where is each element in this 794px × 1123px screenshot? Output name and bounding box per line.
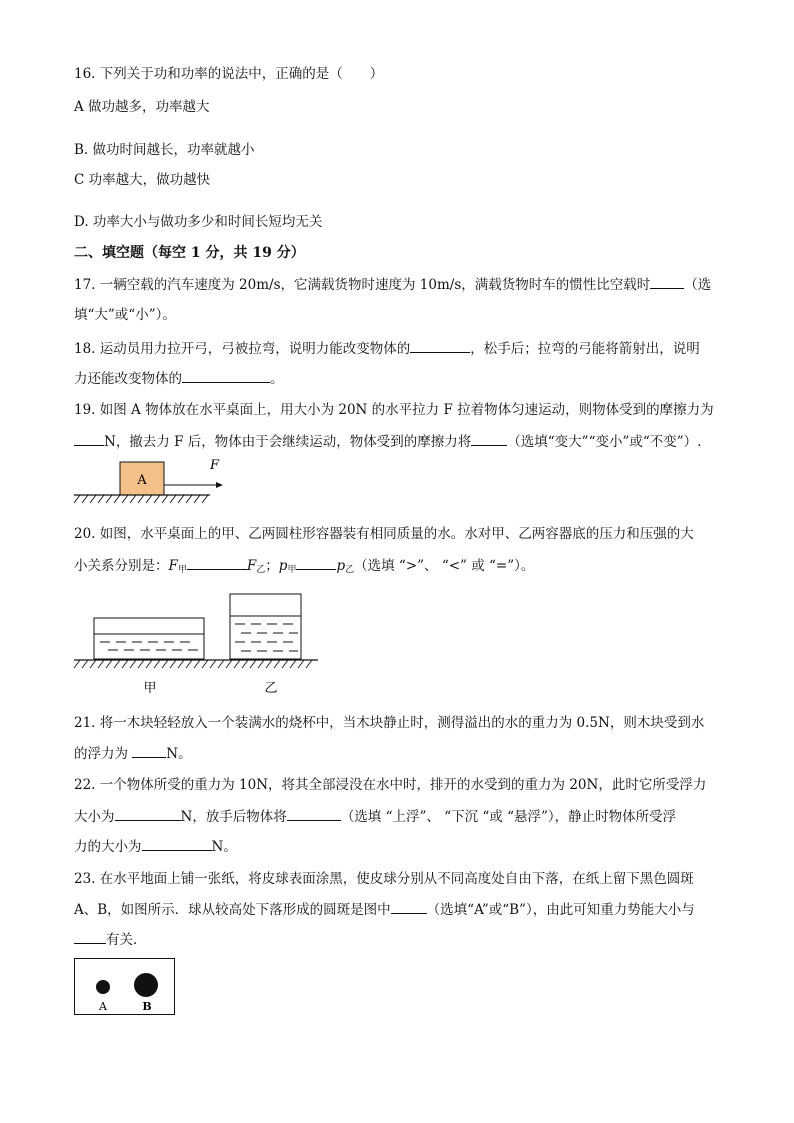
q20-p-yi: p bbox=[336, 558, 346, 574]
q18-text-c: 力还能改变物体的 bbox=[74, 371, 182, 387]
q20-sub-yi: 乙 bbox=[256, 565, 266, 575]
container-yi bbox=[230, 594, 301, 659]
force-label: F bbox=[210, 458, 220, 473]
q19-line1: 19. 如图 A 物体放在水平桌面上，用大小为 20N 的水平拉力 F 拉着物体匀速运动，则物体受到的摩擦力为 bbox=[74, 402, 714, 418]
q23-text-c: 有关． bbox=[106, 932, 147, 948]
q16-stem: 16. 下列关于功和功率的说法中，正确的是（ ） bbox=[74, 66, 384, 82]
q21-text: 的浮力为 bbox=[74, 746, 133, 762]
q18-text-b: ，松手后；拉弯的弓能将箭射出，说明 bbox=[470, 341, 700, 357]
q22-line1: 22. 一个物体所受的重力为 10N，将其全部浸没在水中时，排开的水受到的重力为 20N，此时它所受浮力 bbox=[74, 777, 707, 793]
q19-line2 bbox=[74, 431, 701, 452]
q22-line2 bbox=[74, 806, 676, 827]
q18-text-d: 。 bbox=[270, 371, 284, 387]
q21-line2 bbox=[74, 743, 192, 764]
q23-blank-2[interactable] bbox=[74, 929, 106, 944]
water-dashes-yi bbox=[235, 624, 298, 651]
label-yi: 乙 bbox=[264, 681, 278, 696]
q20-line2 bbox=[74, 555, 534, 580]
table-hatch bbox=[74, 495, 208, 503]
q18-line2 bbox=[74, 368, 284, 389]
q19-text: N，撤去力 F 后，物体由于会继续运动，物体受到的摩擦力将 bbox=[104, 434, 472, 450]
q22-text: 大小为 bbox=[74, 809, 115, 825]
q20-sub-jia-2: 甲 bbox=[287, 565, 297, 575]
q20-text: 小关系分别是： bbox=[74, 558, 169, 574]
q16-option-d: D. 功率大小与做功多少和时间长短均无关 bbox=[74, 214, 323, 230]
spot-b bbox=[134, 973, 158, 997]
q20-figure bbox=[72, 590, 322, 698]
q17-line1 bbox=[74, 274, 711, 295]
q18-blank-1[interactable] bbox=[410, 338, 470, 353]
q19-text-b: （选填“变大”“变小”或“不变”）. bbox=[507, 434, 702, 450]
q22-line3 bbox=[74, 836, 237, 857]
paper-frame bbox=[75, 959, 175, 1015]
q16-option-c: C 功率越大，做功越快 bbox=[74, 172, 211, 188]
force-arrow-head bbox=[216, 482, 223, 488]
q22-text-e: N。 bbox=[211, 839, 237, 855]
q20-line1: 20. 如图，水平桌面上的甲、乙两圆柱形容器装有相同质量的水。水对甲、乙两容器底的压力和压强的大 bbox=[74, 526, 694, 542]
q20-f-yi: F bbox=[246, 558, 257, 574]
q19-blank-1[interactable] bbox=[74, 431, 104, 446]
label-jia: 甲 bbox=[143, 681, 157, 696]
q17-text: 17. 一辆空载的汽车速度为 20m/s，它满载货物时速度为 10m/s，满载货物时车的惯性比空载时 bbox=[74, 277, 651, 293]
spot-a-label: A bbox=[99, 1000, 107, 1013]
q23-blank-1[interactable] bbox=[391, 899, 427, 914]
q16-option-a: A 做功越多，功率越大 bbox=[74, 99, 210, 115]
q20-sub-yi-2: 乙 bbox=[345, 565, 355, 575]
q18-line1 bbox=[74, 338, 700, 359]
spot-b-label: B bbox=[142, 1000, 152, 1013]
q22-text-d: 力的大小为 bbox=[74, 839, 142, 855]
q23-text-b: （选填“A”或“B”），由此可知重力势能大小与 bbox=[426, 902, 695, 918]
q23-line2 bbox=[74, 899, 695, 920]
q18-blank-2[interactable] bbox=[182, 368, 270, 383]
q20-sub-jia: 甲 bbox=[177, 565, 187, 575]
q21-text-b: N。 bbox=[166, 746, 192, 762]
q22-blank-1[interactable] bbox=[115, 806, 181, 821]
q20-blank-2[interactable] bbox=[296, 555, 336, 570]
q20-f-jia: F bbox=[168, 558, 178, 574]
q23-line3 bbox=[74, 929, 147, 950]
q19-figure bbox=[70, 456, 230, 510]
q23-text: A、B，如图所示．球从较高处下落形成的圆斑是图中 bbox=[74, 902, 391, 918]
spot-a bbox=[96, 980, 110, 994]
q21-blank[interactable] bbox=[132, 743, 166, 758]
q16-option-b: B. 做功时间越长，功率就越小 bbox=[74, 142, 255, 158]
q18-text: 18. 运动员用力拉开弓，弓被拉弯，说明力能改变物体的 bbox=[74, 341, 411, 357]
water-dashes-jia bbox=[100, 642, 198, 650]
block-a-label: A bbox=[137, 473, 147, 488]
q20-p-jia: p bbox=[278, 558, 288, 574]
q22-text-b: N，放手后物体将 bbox=[180, 809, 287, 825]
q17-text-b: （选 bbox=[684, 277, 712, 293]
q23-line1: 23. 在水平地面上铺一张纸，将皮球表面涂黑，使皮球分别从不同高度处自由下落，在纸上留下黑色圆斑 bbox=[74, 871, 694, 887]
container-jia bbox=[94, 618, 204, 659]
section-heading: 二、填空题（每空 1 分，共 19 分） bbox=[74, 245, 305, 261]
q22-blank-2[interactable] bbox=[287, 806, 341, 821]
q19-blank-2[interactable] bbox=[471, 431, 507, 446]
q17-line2: 填“大”或“小”）。 bbox=[74, 307, 176, 323]
q22-text-c: （选填 “上浮”、 “下沉 “或 “悬浮”），静止时物体所受浮 bbox=[340, 809, 677, 825]
q22-blank-3[interactable] bbox=[142, 836, 212, 851]
q20-sep: ； bbox=[265, 558, 279, 574]
q20-text-tail: （选填 “>”、 “<” 或 “=”）。 bbox=[354, 558, 535, 574]
q21-line1: 21. 将一木块轻轻放入一个装满水的烧杯中，当木块静止时，测得溢出的水的重力为 0.5N，则木块受到水 bbox=[74, 715, 705, 731]
q17-blank[interactable] bbox=[650, 274, 684, 289]
table-hatch-2 bbox=[74, 660, 312, 668]
q20-blank-1[interactable] bbox=[187, 555, 247, 570]
q23-figure bbox=[74, 958, 176, 1016]
